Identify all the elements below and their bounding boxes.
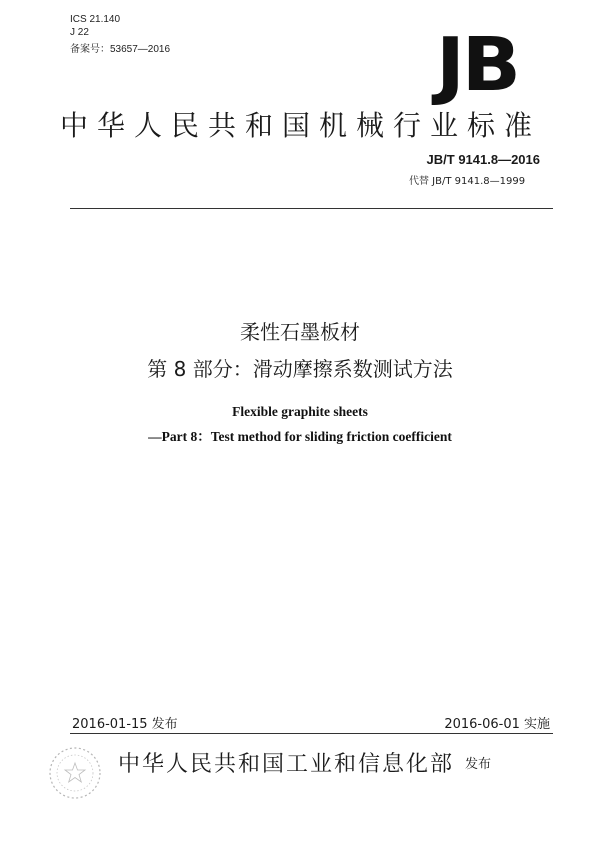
issued-label: 发布 bbox=[465, 757, 492, 772]
ics-code: ICS 21.140 bbox=[70, 14, 121, 25]
english-title-line-2: —Part 8：Test method for sliding friction coefficient bbox=[148, 429, 452, 444]
standard-category: 中华人民共和国机械行业标准 bbox=[60, 109, 542, 142]
replaces-standard: 代替 JB/T 9141.8—1999 bbox=[409, 176, 526, 187]
top-divider bbox=[70, 208, 553, 209]
standard-number: JB/T 9141.8—2016 bbox=[426, 152, 540, 167]
ministry-seal-icon bbox=[47, 745, 103, 801]
bottom-divider bbox=[70, 733, 553, 734]
ccs-code: J 22 bbox=[70, 27, 89, 38]
publish-date: 2016-01-15 发布 bbox=[72, 717, 178, 732]
english-title-line-1: Flexible graphite sheets bbox=[232, 404, 368, 419]
implement-date: 2016-06-01 实施 bbox=[444, 717, 550, 732]
issuing-authority: 中华人民共和国工业和信息化部 bbox=[118, 752, 455, 777]
chinese-title-line-1: 柔性石墨板材 bbox=[240, 320, 360, 344]
jb-logo: JB bbox=[436, 22, 518, 108]
chinese-title-line-2: 第 8 部分：滑动摩擦系数测试方法 bbox=[147, 357, 453, 381]
record-number: 备案号：53657—2016 bbox=[70, 44, 171, 55]
